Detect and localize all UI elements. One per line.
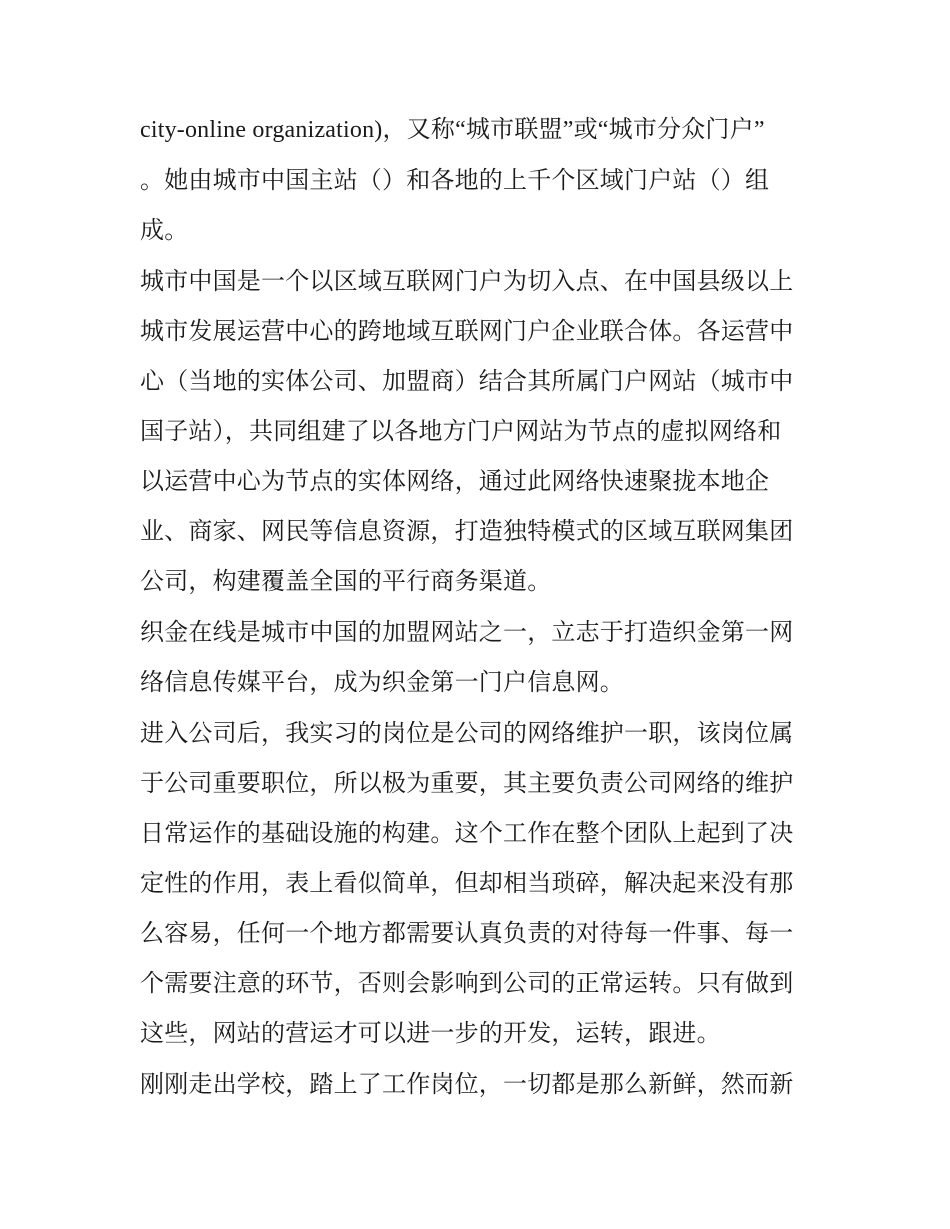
text-line: 日常运作的基础设施的构建。这个工作在整个团队上起到了决: [140, 819, 794, 847]
text-line: 进入公司后，我实习的岗位是公司的网络维护一职，该岗位属: [140, 719, 794, 747]
text-line: 心（当地的实体公司、加盟商）结合其所属门户网站（城市中: [140, 367, 794, 395]
text-line: 么容易，任何一个地方都需要认真负责的对待每一件事、每一: [140, 919, 794, 947]
text-line: 这些，网站的营运才可以进一步的开发，运转，跟进。: [140, 1019, 721, 1047]
text-line: 国子站），共同组建了以各地方门户网站为节点的虚拟网络和: [140, 417, 782, 445]
text-line: 业、商家、网民等信息资源，打造独特模式的区域互联网集团: [140, 517, 794, 545]
text-line: city-online organization)，又称“城市联盟”或“城市分众门户”: [140, 117, 765, 143]
text-line: 。她由城市中国主站（）和各地的上千个区域门户站（）组: [140, 166, 770, 194]
text-line: 城市中国是一个以区域互联网门户为切入点、在中国县级以上: [140, 267, 794, 295]
text-line: 于公司重要职位，所以极为重要，其主要负责公司网络的维护: [140, 769, 794, 797]
text-line: 个需要注意的环节，否则会影响到公司的正常运转。只有做到: [140, 969, 794, 997]
text-line: 络信息传媒平台，成为织金第一门户信息网。: [140, 668, 624, 696]
text-line: 织金在线是城市中国的加盟网站之一，立志于打造织金第一网: [140, 618, 794, 646]
text-line: 城市发展运营中心的跨地域互联网门户企业联合体。各运营中: [140, 317, 794, 345]
text-line: 公司，构建覆盖全国的平行商务渠道。: [140, 567, 552, 595]
text-line: 定性的作用，表上看似简单，但却相当琐碎，解决起来没有那: [140, 869, 794, 897]
text-line: 刚刚走出学校，踏上了工作岗位，一切都是那么新鲜，然而新: [140, 1070, 794, 1098]
text-line: 成。: [140, 216, 189, 244]
text-line: 以运营中心为节点的实体网络，通过此网络快速聚拢本地企: [140, 467, 770, 495]
